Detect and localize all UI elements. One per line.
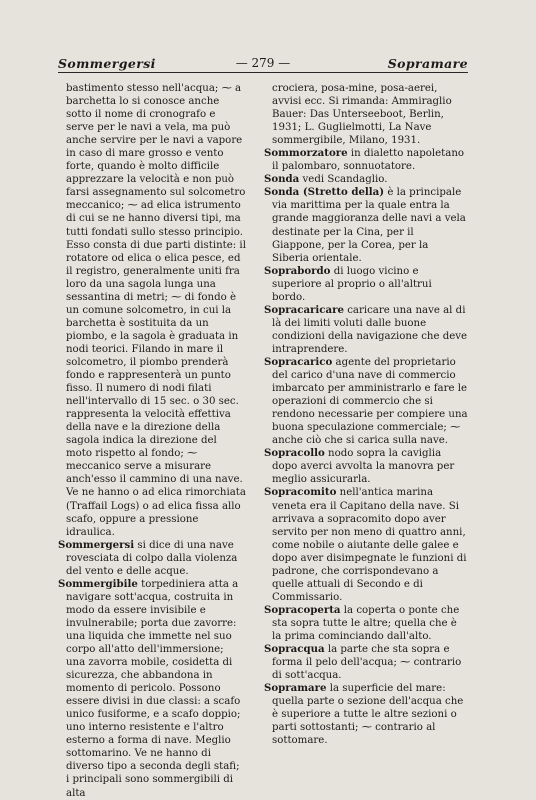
left-column bbox=[58, 82, 246, 800]
dictionary-entry bbox=[264, 604, 468, 643]
header-left-word: Sommergersi bbox=[58, 56, 156, 71]
entry-definition: la coperta o ponte che sta sopra tutte le altre; quella che è la prima cominciando dall'alto. bbox=[272, 604, 460, 642]
entry-definition: la parte che sta sopra e forma il pelo dell'acqua; ⁓ contrario di sott'acqua. bbox=[272, 644, 462, 682]
dictionary-entry bbox=[264, 447, 468, 486]
dictionary-entry bbox=[264, 304, 468, 356]
entry-definition: è la principale via marittima per la quale entra la grande maggioranza delle navi a vela destinate per la Cina, per il Giappone, per la Corea, per la Siberia orientale. bbox=[272, 187, 466, 264]
entry-headword: Sopracollo bbox=[264, 447, 325, 460]
dictionary-entry bbox=[58, 539, 246, 578]
dictionary-entry bbox=[264, 356, 468, 447]
entry-definition: la superficie del mare: quella parte o sezione dell'acqua che è superiore a tutte le altre sezioni o parti sottostanti; ⁓ contrario al sottomare. bbox=[272, 683, 464, 747]
entry-headword: Sommergibile bbox=[58, 577, 138, 590]
entry-headword: Sopracomito bbox=[264, 486, 337, 499]
dictionary-entry bbox=[264, 643, 468, 682]
entry-definition: in dialetto napoletano il palombaro, sonnuotatore. bbox=[272, 148, 465, 173]
dictionary-entry bbox=[264, 486, 468, 603]
entry-headword: Sonda bbox=[264, 173, 300, 186]
entry-headword: Sopramare bbox=[264, 682, 327, 695]
dictionary-entry bbox=[264, 186, 468, 264]
dictionary-entry bbox=[58, 578, 246, 800]
entry-definition: si dice di una nave rovesciata di colpo dalla violenza del vento e delle acque. bbox=[66, 539, 238, 577]
dictionary-entry bbox=[264, 173, 468, 186]
entry-headword: Sommorzatore bbox=[264, 147, 348, 160]
dictionary-entry bbox=[264, 682, 468, 747]
entry-headword: Sopracaricare bbox=[264, 303, 344, 316]
running-header bbox=[58, 56, 468, 76]
entry-headword: Soprabordo bbox=[264, 264, 331, 277]
continued-entry: crociera, posa-mine, posa-aerei, avvisi ecc. Si rimanda: Ammiraglio Bauer: Das Unterseeboot, Berlin, 1931; L. Guglielmotti, La Nave sommergibile, Milano, 1931. bbox=[272, 83, 452, 147]
entry-definition: di luogo vicino e superiore al proprio o all'altrui bordo. bbox=[272, 265, 432, 303]
entry-headword: Sopracoperta bbox=[264, 603, 341, 616]
dictionary-entry bbox=[264, 265, 468, 304]
page-number: — 279 — bbox=[235, 56, 291, 70]
dictionary-entry bbox=[264, 147, 468, 173]
right-column bbox=[264, 82, 468, 747]
entry-definition: torpediniera atta a navigare sott'acqua, costruita in modo da essere invisibile e invulnerabile; porta due zavorre: una liquida che immette nel suo corpo all'atto dell'immersione; una zavorra mobile, cosidetta di sicurezza, che abbandona in momento di pericolo. Possono essere divisi in due classi: a scafo unico fusiforme, e a scafo doppio; uno interno resistente e l'altro esterno a forma di nave. Meglio sottomarino. Ve ne hanno di diverso tipo a seconda degli stafi; i principali sono sommergibili di alta bbox=[66, 578, 241, 799]
entry-definition: nell'antica marina veneta era il Capitano della nave. Si arrivava a sopracomito dopo aver servito per non meno di quattro anni, come nobile o aiutante delle galee e dopo aver disimpegnate le funzioni di padrone, che corrispondevano a quelle attuali di Secondo e di Commissario. bbox=[272, 487, 467, 603]
entry-headword: Sommergersi bbox=[58, 538, 135, 551]
continued-entry: bastimento stesso nell'acqua; ⁓ a barchetta lo si conosce anche sotto il nome di cronografo e serve per le navi a vela, ma può anche servire per le navi a vapore in caso di mare grosso e vento forte, quando è molto difficile apprezzare la velocità e non può farsi assegnamento sul solcometro meccanico; ⁓ ad elica istrumento di cui se ne hanno diversi tipi, ma tutti fondati sullo stesso principio. Esso consta di due parti distinte: il rotatore od elica o elica pesce, ed il registro, generalmente uniti fra loro da una sagola lunga una sessantina di metri; ⁓ di fondo è un comune solcometro, in cui la barchetta è sostituita da un piombo, e la sagola è graduata in nodi teorici. Filando in mare il solcometro, il piombo prenderà fondo e rappresenterà un punto fisso. Il numero di nodi filati nell'intervallo di 15 sec. o 30 sec. rappresenta la velocità effettiva della nave e la direzione della sagola indica la direzione del moto rispetto al fondo; ⁓ meccanico serve a misurare anch'esso il cammino di una nave. Ve ne hanno o ad elica rimorchiata (Traffail Logs) o ad elica fissa allo scafo, oppure a pressione idraulica. bbox=[66, 83, 246, 538]
entry-definition: nodo sopra la caviglia dopo averci avvolta la manovra per meglio assicurarla. bbox=[272, 448, 455, 486]
header-right-word: Sopramare bbox=[387, 56, 468, 71]
entry-definition: caricare una nave al di là dei limiti voluti dalle buone condizioni della navigazione che deve intraprendere. bbox=[272, 304, 468, 355]
header-rule bbox=[58, 72, 468, 73]
entry-definition: vedi Scandaglio. bbox=[299, 174, 388, 186]
entry-headword: Sopracqua bbox=[264, 643, 325, 656]
entry-definition: agente del proprietario del carico d'una nave di commercio imbarcato per amministrarlo e fare le operazioni di commercio che si rendono necessarie per compiere una buona speculazione commerciale; ⁓ anche ciò che si carica sulla nave. bbox=[272, 356, 468, 447]
entry-headword: Sonda (Stretto della) bbox=[264, 186, 385, 199]
entry-headword: Sopracarico bbox=[264, 355, 333, 368]
